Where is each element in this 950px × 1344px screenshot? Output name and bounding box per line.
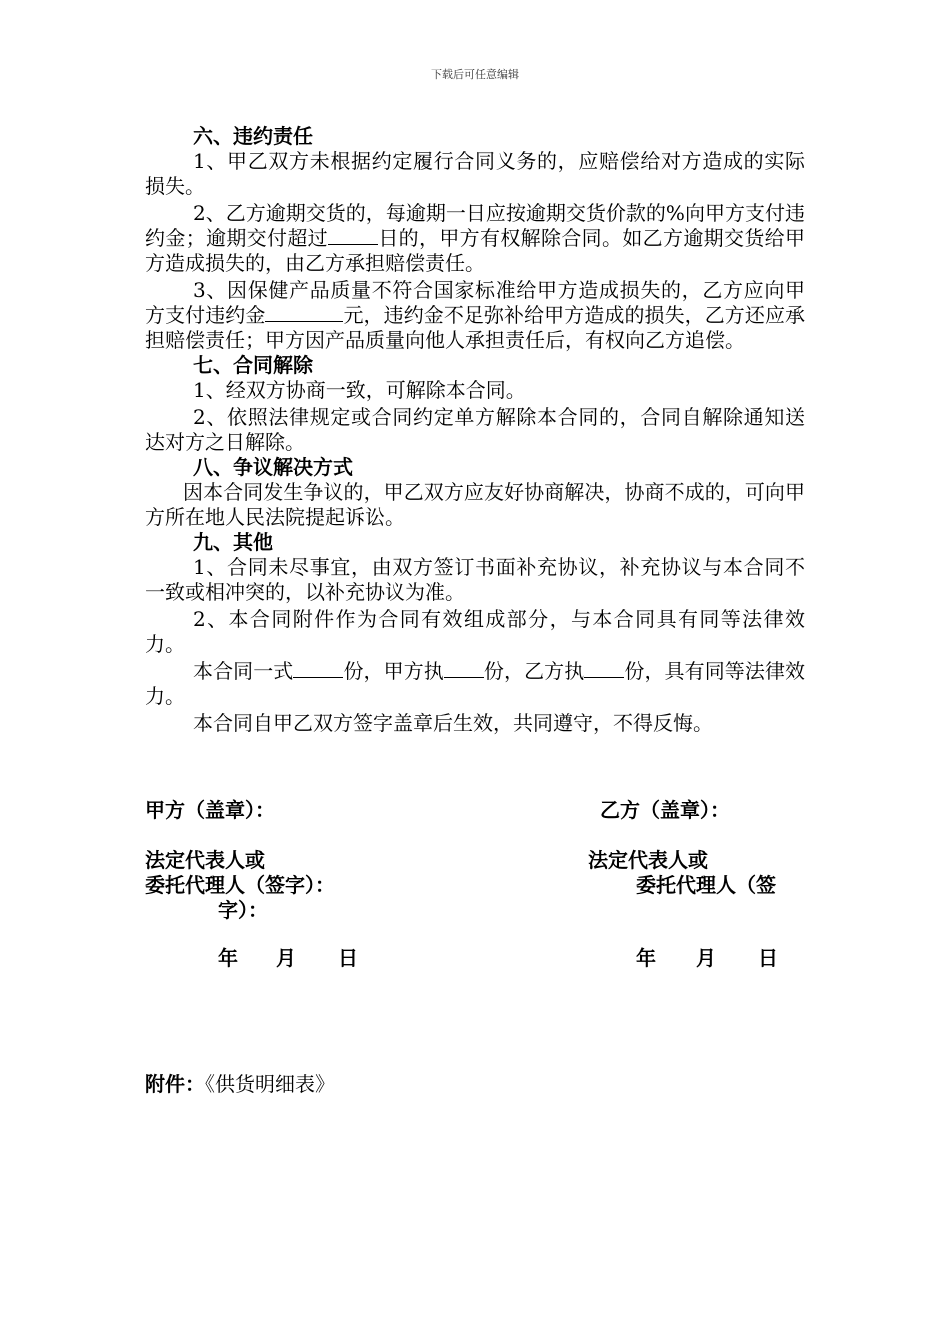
contract-body: [145, 124, 805, 736]
copies-party-a-blank: [444, 659, 484, 678]
copies-total-blank: [293, 659, 343, 678]
copies-party-b-blank: [584, 659, 624, 678]
section-9-copies: 本合同一式 份，甲方执 份，乙方执 份，具有同等法律效力。: [145, 659, 806, 708]
section-8-title: 八、争议解决方式: [193, 455, 353, 479]
party-b-agent-label: 委托代理人（签: [636, 873, 776, 897]
section-6-title: 六、违约责任: [193, 124, 313, 148]
party-b-day-label: 日: [758, 946, 778, 970]
attachment-line: [145, 1072, 335, 1097]
party-a-month-label: 月: [276, 946, 296, 970]
section-6-clause-3: 3、因保健产品质量不符合国家标准给甲方造成损失的，乙方应向甲方支付违约金 元，违约金不足弥补给甲方造成的损失，乙方还应承担赔偿责任；甲方因产品质量向他人承担责任后，有权向乙方追偿。: [145, 278, 806, 352]
attachment-label: 附件：: [145, 1072, 205, 1096]
party-b-year-label: 年: [636, 946, 656, 970]
party-a-seal-label: 甲方（盖章）：: [145, 798, 275, 822]
party-b-agent-label-cont: 字）：: [218, 898, 268, 922]
party-b-rep-label: 法定代表人或: [588, 848, 708, 872]
attachment-value: 《供货明细表》: [205, 1072, 335, 1096]
party-b-seal-label: 乙方（盖章）：: [600, 798, 730, 822]
section-9-clause-1: 1、合同未尽事宜，由双方签订书面补充协议，补充协议与本合同不一致或相冲突的，以补充协议为准。: [145, 555, 805, 604]
party-b-month-label: 月: [696, 946, 716, 970]
section-7-clause-1: 1、经双方协商一致，可解除本合同。: [193, 378, 526, 402]
section-9-clause-2: 2、本合同附件作为合同有效组成部分，与本合同具有同等法律效力。: [145, 607, 805, 656]
party-a-rep-label: 法定代表人或: [145, 848, 265, 872]
section-9-effective: 本合同自甲乙双方签字盖章后生效，共同遵守，不得反悔。: [193, 711, 713, 735]
penalty-amount-blank: [265, 303, 343, 322]
days-blank: [328, 226, 378, 245]
party-a-agent-label: 委托代理人（签字）：: [145, 873, 335, 897]
section-6-clause-2: 2、乙方逾期交货的，每逾期一日应按逾期交货价款的%向甲方支付违约金；逾期交付超过 日的，甲方有权解除合同。如乙方逾期交货给甲方造成损失的，由乙方承担赔偿责任。: [145, 201, 805, 275]
party-a-year-label: 年: [218, 946, 238, 970]
section-8-clause-1: 因本合同发生争议的，甲乙双方应友好协商解决，协商不成的，可向甲方所在地人民法院提起诉讼。: [145, 480, 805, 529]
section-6-clause-1: 1、甲乙双方未根据约定履行合同义务的，应赔偿给对方造成的实际损失。: [145, 149, 805, 198]
section-9-title: 九、其他: [193, 530, 273, 554]
party-a-day-label: 日: [338, 946, 358, 970]
section-7-clause-2: 2、依照法律规定或合同约定单方解除本合同的，合同自解除通知送达对方之日解除。: [145, 405, 805, 454]
page-header-note: 下载后可任意编辑: [431, 68, 519, 81]
section-7-title: 七、合同解除: [193, 353, 313, 377]
